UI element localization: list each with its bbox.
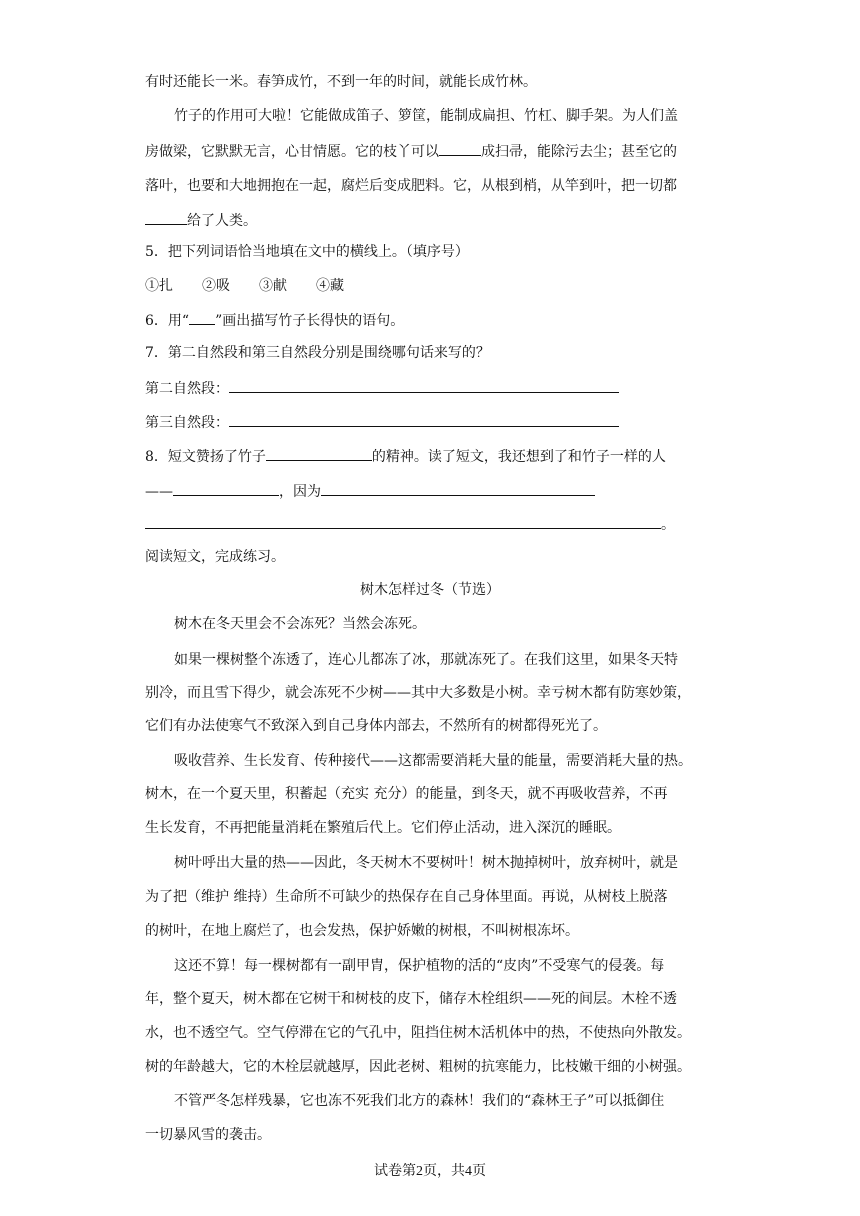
question-5: 5．把下列词语恰当地填在文中的横线上。（填序号） <box>145 244 469 260</box>
passage2-line: 树木，在一个夏天里，积蓄起（充实 充分）的能量，到冬天，就不再吸收营养，不再 <box>145 786 668 802</box>
passage2-title: 树木怎样过冬（节选） <box>360 582 500 598</box>
question-7-answer-b <box>145 412 619 433</box>
passage2-line: 这还不算！每一棵树都有一副甲胄，保护植物的活的“皮肉”不受寒气的侵袭。每 <box>174 958 665 974</box>
option: ④藏 <box>316 278 344 294</box>
question-8 <box>145 446 666 467</box>
underline-sample <box>189 310 215 325</box>
passage2-line: 它们有办法使寒气不致深入到自己身体内部去，不然所有的树都得死光了。 <box>145 718 607 734</box>
text-segment: 。 <box>661 517 675 533</box>
text-segment: ，因为 <box>279 484 321 500</box>
passage1-line: 竹子的作用可大啦！它能做成笛子、箩筐，能制成扁担、竹杠、脚手架。为人们盖 <box>174 108 678 124</box>
fill-blank[interactable] <box>145 210 187 225</box>
passage1-line <box>145 141 677 162</box>
text-segment: 8．短文赞扬了竹子 <box>145 449 266 465</box>
text-segment: 的精神。读了短文，我还想到了和竹子一样的人 <box>371 449 666 465</box>
answer-line[interactable] <box>321 481 595 496</box>
text-segment: 成扫帚，能除污去尘；甚至它的 <box>481 144 677 160</box>
question-6 <box>145 310 404 331</box>
passage2-line: 树木在冬天里会不会冻死？当然会冻死。 <box>174 616 426 632</box>
answer-line[interactable] <box>266 446 372 461</box>
instruction: 阅读短文，完成练习。 <box>145 549 285 565</box>
answer-line[interactable] <box>145 514 661 529</box>
question-8-line2 <box>145 481 595 502</box>
passage1-line <box>145 210 257 231</box>
passage1-line: 有时还能长一米。春笋成竹，不到一年的时间，就能长成竹林。 <box>145 74 537 90</box>
text-segment: 6．用“ <box>145 313 190 329</box>
text-segment: ”画出描写竹子长得快的语句。 <box>215 313 405 329</box>
passage2-line: 别冷，而且雪下得少，就会冻死不少树——其中大多数是小树。幸亏树木都有防寒妙策， <box>145 685 691 701</box>
option: ②吸 <box>202 278 230 294</box>
question-7: 7．第二自然段和第三自然段分别是围绕哪句话来写的？ <box>145 345 490 361</box>
answer-label: 第二自然段： <box>145 381 229 397</box>
text-segment: —— <box>145 484 173 500</box>
question-7-answer-a <box>145 378 619 399</box>
passage2-line: 不管严冬怎样残暴，它也冻不死我们北方的森林！我们的“森林王子”可以抵御住 <box>174 1093 665 1109</box>
passage2-line: 为了把（维护 维持）生命所不可缺少的热保存在自己身体里面。再说，从树枝上脱落 <box>145 889 668 905</box>
option: ③献 <box>259 278 287 294</box>
fill-blank[interactable] <box>439 141 481 156</box>
page-footer: 试卷第2页，共4页 <box>374 1164 486 1179</box>
text-segment: 房做梁，它默默无言，心甘情愿。它的枝丫可以 <box>145 144 439 160</box>
passage2-line: 的树叶，在地上腐烂了，也会发热，保护娇嫩的树根，不叫树根冻坏。 <box>145 923 579 939</box>
option: ①扎 <box>145 278 173 294</box>
passage2-line: 水，也不透空气。空气停滞在它的气孔中，阻挡住树木活机体中的热，不使热向外散发。 <box>145 1025 691 1041</box>
passage2-line: 如果一棵树整个冻透了，连心儿都冻了冰，那就冻死了。在我们这里，如果冬天特 <box>174 652 678 668</box>
passage2-line: 一切暴风雪的袭击。 <box>145 1127 271 1143</box>
question-8-line3 <box>145 514 675 535</box>
passage1-line: 落叶，也要和大地拥抱在一起，腐烂后变成肥料。它，从根到梢，从竿到叶，把一切都 <box>145 178 677 194</box>
answer-line[interactable] <box>173 481 279 496</box>
passage2-line: 吸收营养、生长发育、传种接代——这都需要消耗大量的能量，需要消耗大量的热。 <box>174 753 692 769</box>
answer-label: 第三自然段： <box>145 415 229 431</box>
answer-line[interactable] <box>229 378 619 393</box>
passage2-line: 树的年龄越大，它的木栓层就越厚，因此老树、粗树的抗寒能力，比枝嫩干细的小树强。 <box>145 1059 691 1075</box>
passage2-line: 树叶呼出大量的热——因此，冬天树木不要树叶！树木抛掉树叶，放弃树叶，就是 <box>174 855 678 871</box>
passage2-line: 生长发育，不再把能量消耗在繁殖后代上。它们停止活动，进入深沉的睡眠。 <box>145 820 621 836</box>
answer-line[interactable] <box>229 412 619 427</box>
passage2-line: 年，整个夏天，树木都在它树干和树枝的皮下，储存木栓组织——死的间层。木栓不透 <box>145 991 677 1007</box>
question-5-options <box>145 276 344 296</box>
text-segment: 给了人类。 <box>187 213 257 229</box>
